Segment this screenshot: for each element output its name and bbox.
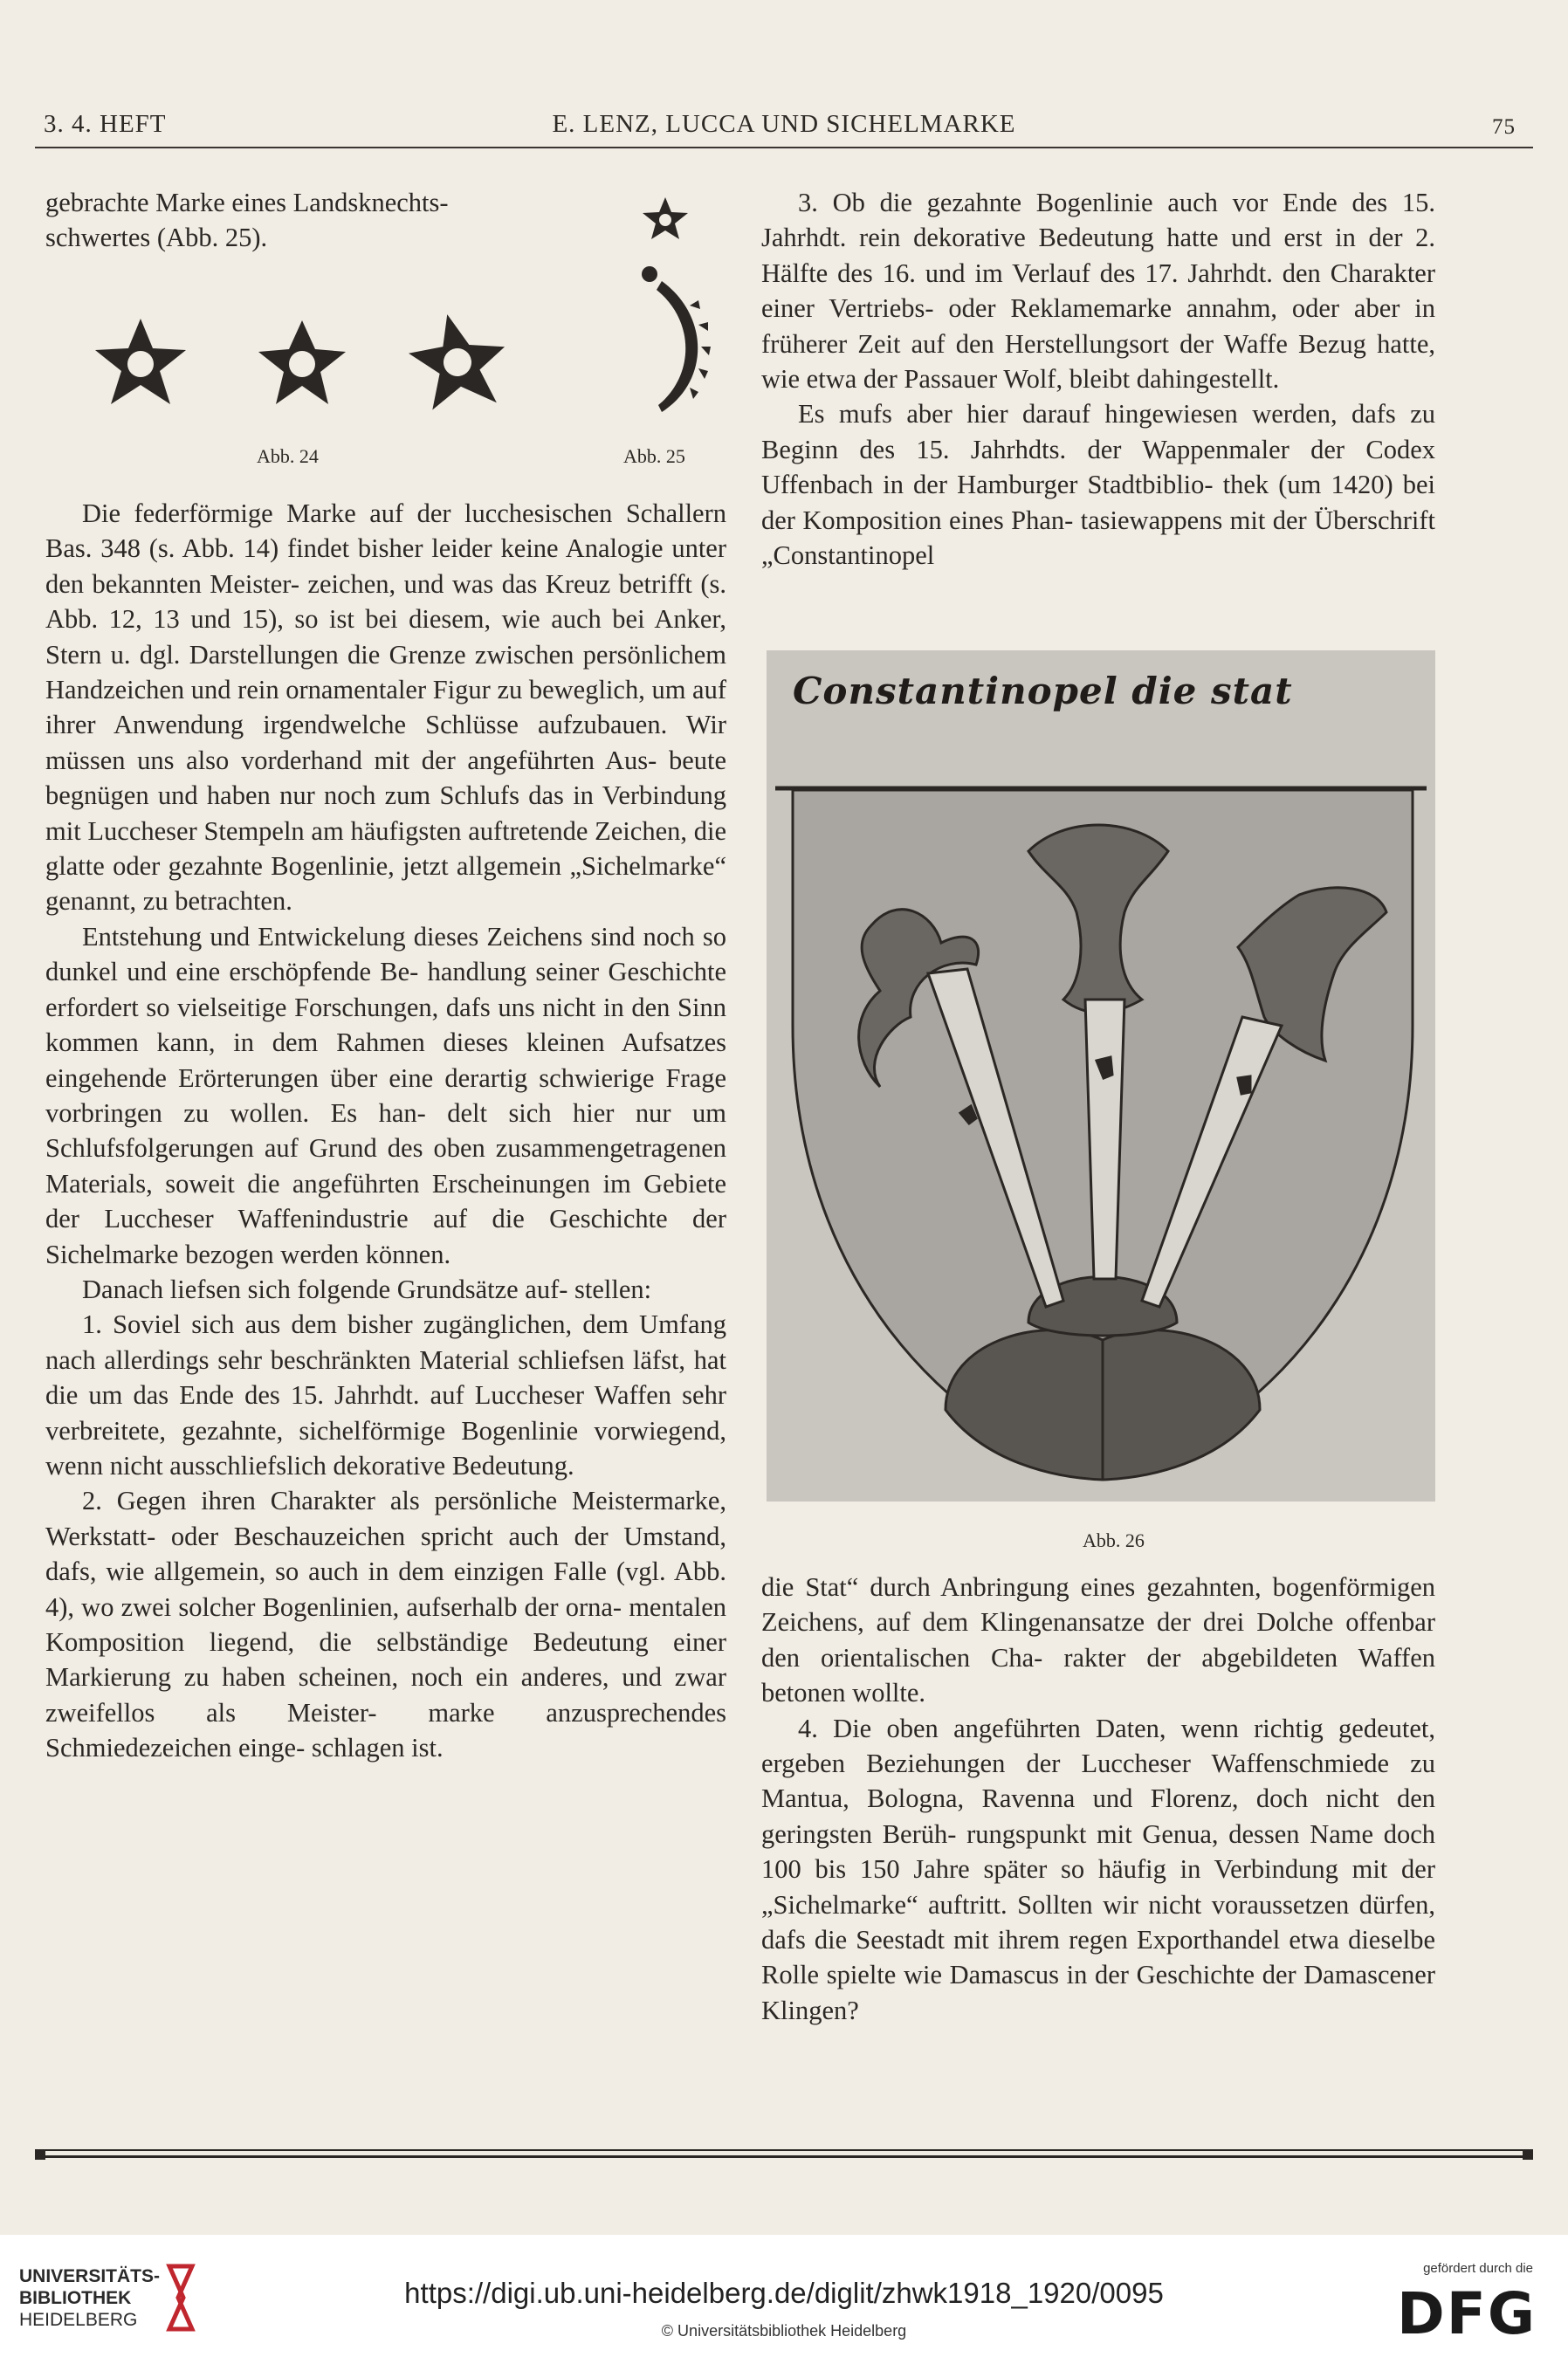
intro-line-1: gebrachte Marke eines Landsknechts- (45, 188, 449, 217)
right-paragraph-1: 3. Ob die gezahnte Bogenlinie auch vor Ende des 15. Jahrhdt. rein dekorative Bedeutung hatte und erst in der 2. Hälfte des 16. und im Verlauf des 17. Jahrhdt. den Charakter einer Vertriebs- oder Reklamemarke annahm, oder aber in früherer Zeit auf den Herstellungsort der Waffe Bezug hatte, wie etwa der Passauer Wolf, bleibt dahingestellt. (761, 188, 1435, 395)
figure-abb24-star-marks (84, 310, 608, 423)
left-intro (45, 185, 587, 256)
right-paragraph-3: die Stat“ durch Anbringung eines gezahnten, bogenförmigen Zeichens, auf dem Klingenansatze der drei Dolche offenbar den orientalischen Cha- rakter der abgebildeten Waffen betonen wollte. (761, 1572, 1435, 1708)
figure-abb26-coat-of-arms (767, 650, 1435, 1502)
caption-abb24: Abb. 24 (257, 445, 319, 467)
issue-label: 3. 4. HEFT (44, 110, 167, 138)
small-star-mark (643, 197, 688, 239)
funded-by-label: gefördert durch die (1423, 2261, 1533, 2276)
library-footer (0, 2235, 1568, 2364)
left-paragraph-2: Entstehung und Entwickelung dieses Zeichens sind noch so dunkel und eine erschöpfende Be- handlung seiner Geschichte erfordert so vielseitige Forschungen, dafs uns nicht in den Sinn kommen kann, in dem Rahmen dieses kleinen Aufsatzes eingehende Erörterungen über eine derartig schwierige Frage vorbringen zu wollen. Es han- delt sich hier nur um Schlufsfolgerungen auf Grund des oben zusammengetragenen Materials, soweit die angeführten Erscheinungen im Gebiete der Luccheser Waffenindustrie auf die Geschichte der Sichelmarke bezogen werden können. (45, 921, 726, 1269)
dfg-logo: DFG (1396, 2280, 1537, 2347)
library-name-line-3: HEIDELBERG (19, 2310, 138, 2330)
header-rule (35, 147, 1533, 148)
left-paragraph-1: Die federförmige Marke auf der lucchesischen Schallern Bas. 348 (s. Abb. 14) findet bisher leider keine Analogie unter den bekannten Meister- zeichen, und was das Kreuz betrifft (s. Abb. 12, 13 und 15), so ist bei diesem, wie auch bei Anker, Stern u. dgl. Darstellungen die Grenze zwischen persönlichem Handzeichen und rein ornamentaler Figur zu beweglich, um auf ihrer Anwendung irgendwelche Schlüsse aufzubauen. Wir müssen uns also vorderhand mit der angeführten Aus- beute begnügen und haben nur noch zum Schlufs das in Verbindung mit Luccheser Stempeln am häufigsten auftretende Zeichen, die glatte oder gezahnte Bogenlinie, jetzt allgemein „Sichelmarke“ genannt, zu betrachten. (45, 498, 726, 917)
caption-abb25: Abb. 25 (623, 445, 685, 467)
library-name-line-1: UNIVERSITÄTS- (19, 2266, 161, 2286)
running-head (35, 103, 1533, 147)
star-mark-2 (258, 320, 346, 404)
permalink-url[interactable]: https://digi.ub.uni-heidelberg.de/diglit/zhwk1918_1920/0095 (404, 2277, 1164, 2309)
right-column-bottom (761, 1570, 1435, 2028)
library-name-line-2: BIBLIOTHEK (19, 2288, 132, 2308)
page-number: 75 (1492, 115, 1516, 139)
right-column-top (761, 185, 1435, 573)
caption-abb26: Abb. 26 (1083, 1529, 1145, 1551)
star-mark-3 (404, 310, 512, 414)
right-paragraph-2: Es mufs aber hier darauf hingewiesen werden, dafs zu Beginn des 15. Jahrhdts. der Wappenmaler der Codex Uffenbach in der Hamburger Stadtbiblio- thek (um 1420) bei der Komposition eines Phan- tasiewappens mit der Überschrift „Constantinopel (761, 399, 1435, 571)
intro-line-2: schwertes (Abb. 25). (45, 223, 268, 253)
right-paragraph-4: 4. Die oben angeführten Daten, wenn richtig gedeutet, ergeben Beziehungen der Luccheser Waffenschmiede zu Mantua, Bologna, Ravenna und Florenz, doch nicht den geringsten Berüh- rungspunkt mit Genua, dessen Name doch 100 bis 150 Jahre später so häufig in Verbindung mit der „Sichelmarke“ auftritt. Sollten wir nicht voraussetzen dürfen, dafs die Seestadt mit ihrem regen Exporthandel etwa dieselbe Rolle spielte wie Damascus in der Geschichte der Damascener Klingen? (761, 1713, 1435, 2025)
dot-mark (642, 266, 657, 282)
left-paragraph-5: 2. Gegen ihren Charakter als persönliche Meistermarke, Werkstatt- oder Beschauzeichen spricht auch der Umstand, dafs, wie allgemein, so auch in dem einzigen Falle (vgl. Abb. 4), wo zwei solcher Bogenlinien, aufserhalb der orna- mentalen Komposition liegend, die selbständige Bedeutung einer Markierung zu haben scheinen, noch ein anderes, und zwar zweifellos als Meister- marke anzusprechendes Schmiedezeichen einge- schlagen ist. (45, 1486, 726, 1763)
figure-inscription: Constantinopel die stat (793, 670, 1293, 712)
article-title: E. LENZ, LUCCA UND SICHELMARKE (552, 110, 1016, 138)
left-paragraph-4: 1. Soviel sich aus dem bisher zugänglichen, dem Umfang nach allerdings sehr beschränkten Material schliefsen läfst, hat die um das Ende des 15. Jahrhdt. auf Luccheser Waffen sehr verbreitete, gezahnte, sichelförmige Bogenlinie vorwiegend, wenn nicht ausschliefslich dekorative Bedeutung. (45, 1309, 726, 1481)
figure-abb25-sickle-mark (627, 194, 714, 430)
left-column-body (45, 496, 726, 1766)
star-mark-1 (95, 319, 186, 404)
left-paragraph-3: Danach liefsen sich folgende Grundsätze auf- stellen: (82, 1274, 652, 1304)
copyright-notice: © Universitätsbibliothek Heidelberg (661, 2322, 907, 2340)
bottom-double-rule (35, 2149, 1533, 2158)
